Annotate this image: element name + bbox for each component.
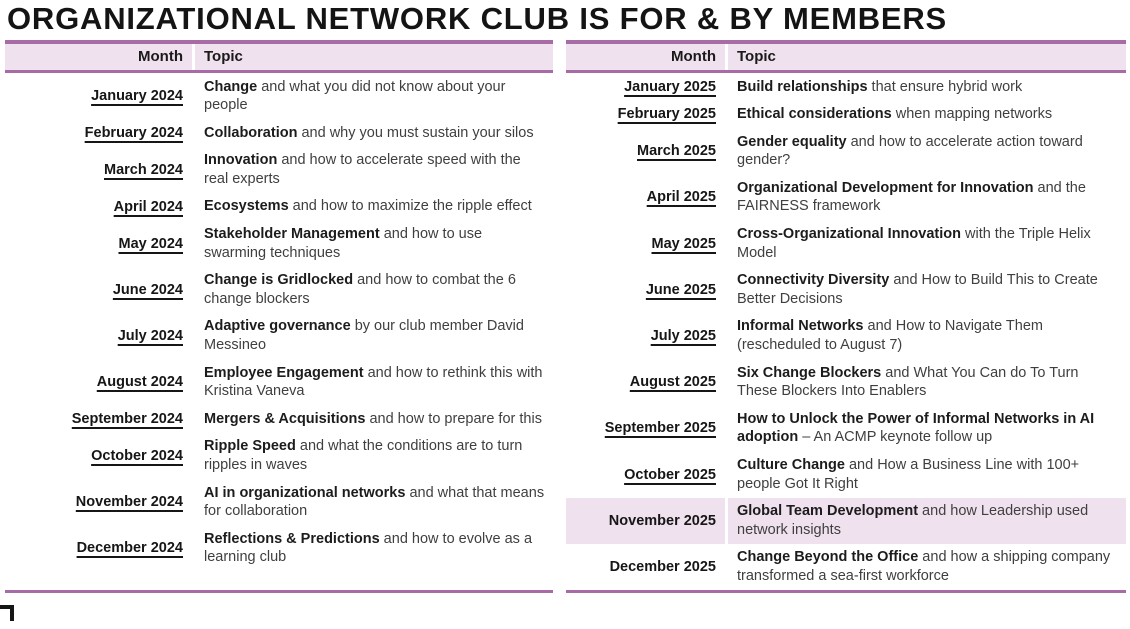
month-link[interactable]: June 2024 [112,281,183,298]
table-row [5,313,553,359]
topic-description: and the FAIRNESS framework [737,179,1086,215]
month-cell [566,452,728,498]
topic-description: and how to combat the 6 change blockers [204,272,516,307]
table-row [5,525,553,571]
topic-text [728,359,1126,405]
topic-keyword: How to Unlock the Power of Informal Networks in AI adoption [737,410,1095,446]
month-cell [5,267,195,313]
topic-description: by our club member David Messineo [204,318,524,354]
topic-column-header: Topic [737,48,776,65]
table-row [566,498,1126,544]
month-link[interactable]: January 2024 [91,88,183,105]
month-cell [5,73,195,119]
month-cell [566,498,728,544]
table-row [566,313,1126,359]
table-row [5,359,553,405]
table-row [5,193,553,221]
page-title: ORGANIZATIONAL NETWORK CLUB IS FOR & BY MEMBERS [7,1,948,36]
topic-text [728,313,1126,359]
table-row [566,101,1126,129]
month-cell [5,405,195,433]
topic-keyword: Culture Change [737,457,845,473]
month-column-header: Month [566,44,728,70]
topic-text [728,405,1126,451]
topic-keyword: Gender equality [737,133,847,150]
schedule-table-2024 [5,40,553,593]
table-row [5,433,553,479]
topic-keyword: Ethical considerations [737,106,892,123]
month-cell [566,313,728,359]
topic-text [728,267,1126,313]
month-cell [566,359,728,405]
topic-text [195,433,553,479]
topic-description: and how to maximize the ripple effect [288,198,532,215]
topic-keyword: Ripple Speed [204,438,296,455]
table-row [5,405,553,433]
topic-description: and how to evolve as a learning club [204,530,533,566]
topic-description: and how to use swarming techniques [204,226,483,261]
month-link[interactable]: September 2025 [604,420,716,437]
topic-description: with the Triple Helix Model [737,226,1091,261]
month-cell [566,101,728,129]
topic-keyword: Change [204,78,258,95]
month-cell [566,128,728,174]
topic-keyword: Innovation [204,152,278,169]
month-link[interactable]: July 2025 [650,328,716,345]
table-row [566,405,1126,451]
month-link[interactable]: January 2025 [624,78,716,95]
month-link[interactable]: December 2024 [76,540,183,557]
table-body [5,73,553,571]
table-header-row [566,40,1126,73]
topic-text [195,119,553,147]
topic-keyword: Adaptive governance [204,318,351,335]
month-cell [566,221,728,267]
table-row [5,119,553,147]
topic-keyword: Organizational Development for Innovation [737,179,1034,196]
month-link[interactable]: November 2024 [75,494,183,511]
topic-keyword: Employee Engagement [204,364,364,381]
topic-keyword: Ecosystems [204,198,289,215]
month-link[interactable]: May 2025 [651,235,716,252]
table-row [5,221,553,267]
month-link[interactable]: April 2024 [113,198,183,215]
month-link[interactable]: June 2025 [645,281,716,298]
topic-keyword: Cross-Organizational Innovation [737,226,961,243]
month-cell [5,433,195,479]
month-cell [5,525,195,571]
table-row [5,147,553,193]
month-cell [5,479,195,525]
month-link[interactable]: February 2024 [84,124,183,141]
topic-text [195,313,553,359]
topic-description: – An ACMP keynote follow up [798,429,993,446]
table-row [566,267,1126,313]
table-row [566,452,1126,498]
topic-text [195,359,553,405]
topic-text [195,73,553,119]
month-cell [5,119,195,147]
topic-keyword: Collaboration [204,124,298,141]
topic-keyword: Connectivity Diversity [737,272,890,289]
topic-description: and why you must sustain your silos [297,124,534,141]
topic-text [195,147,553,193]
topic-text [728,544,1126,590]
topic-keyword: Build relationships [737,78,868,95]
topic-text [728,73,1126,101]
month-cell [5,313,195,359]
topic-keyword: Change is Gridlocked [204,272,354,289]
topic-keyword: Stakeholder Management [204,226,380,243]
month-cell [566,405,728,451]
topic-keyword: Change Beyond the Office [737,549,919,566]
table-header-row [5,40,553,73]
month-link[interactable]: August 2024 [96,374,183,391]
topic-keyword: Reflections & Predictions [204,530,380,547]
topic-keyword: Six Change Blockers [737,364,882,381]
topic-keyword: Informal Networks [737,318,864,335]
month-link[interactable]: October 2024 [91,448,183,464]
topic-description: and how to prepare for this [365,410,542,427]
month-link[interactable]: October 2025 [624,466,716,483]
topic-text [195,479,553,525]
topic-description: and How to Build This to Create Better Decisions [737,272,1098,307]
table-row [5,73,553,119]
topic-text [195,221,553,267]
topic-description: when mapping networks [891,106,1053,123]
month-cell [5,193,195,221]
schedule-table-2025 [566,40,1126,593]
table-row [566,544,1126,590]
topic-text [728,452,1126,498]
month-link[interactable]: August 2025 [629,374,716,391]
topic-text [728,128,1126,174]
topic-text [195,193,553,221]
topic-description: and what you did not know about your people [204,78,506,114]
topic-description: that ensure hybrid work [867,78,1023,95]
logo-fragment [0,605,14,621]
topic-column-header: Topic [204,48,243,65]
topic-text [195,405,553,433]
schedule-tables [5,40,1130,593]
month-cell [566,73,728,101]
month-link[interactable]: April 2025 [646,189,716,206]
month-link[interactable]: March 2024 [104,161,183,178]
topic-description: and How a Business Line with 100+ people Got It Right [737,457,1080,492]
topic-description: and how to accelerate speed with the real experts [204,152,521,187]
topic-text [728,498,1126,544]
topic-description: and How to Navigate Them (rescheduled to August 7) [737,318,1043,354]
table-row [566,174,1126,220]
topic-description: and what that means for collaboration [204,484,545,520]
topic-text [728,101,1126,129]
month-column-header: Month [5,44,195,70]
table-body [566,73,1126,590]
month-cell [566,267,728,313]
topic-keyword: AI in organizational networks [204,484,406,501]
table-row [566,73,1126,101]
month-link[interactable]: May 2024 [118,235,183,252]
month-cell [566,544,728,590]
month-link[interactable]: March 2025 [637,143,716,160]
table-row [5,267,553,313]
topic-description: and how to accelerate action toward gender? [737,133,1083,169]
topic-keyword: Global Team Development [737,503,919,520]
table-row [566,359,1126,405]
table-row [5,479,553,525]
topic-keyword: Mergers & Acquisitions [204,410,366,427]
topic-text [195,525,553,571]
month-cell [5,147,195,193]
topic-description: and how a shipping company transformed a sea-first workforce [737,549,1111,584]
table-row [566,221,1126,267]
topic-text [195,267,553,313]
topic-description: and how to rethink this with Kristina Vaneva [204,364,543,400]
month-link[interactable]: July 2024 [117,328,183,345]
month-cell [566,174,728,220]
topic-description: and what the conditions are to turn ripples in waves [204,438,523,473]
month-label: November 2025 [608,512,716,529]
month-link[interactable]: September 2024 [71,411,183,428]
table-row [566,128,1126,174]
month-cell [5,221,195,267]
topic-description: and What You Can do To Turn These Blockers Into Enablers [737,364,1079,400]
topic-description: and how Leadership used network insights [737,503,1089,538]
month-label: December 2025 [609,558,716,575]
topic-text [728,174,1126,220]
month-link[interactable]: February 2025 [617,106,716,123]
topic-text [728,221,1126,267]
month-cell [5,359,195,405]
